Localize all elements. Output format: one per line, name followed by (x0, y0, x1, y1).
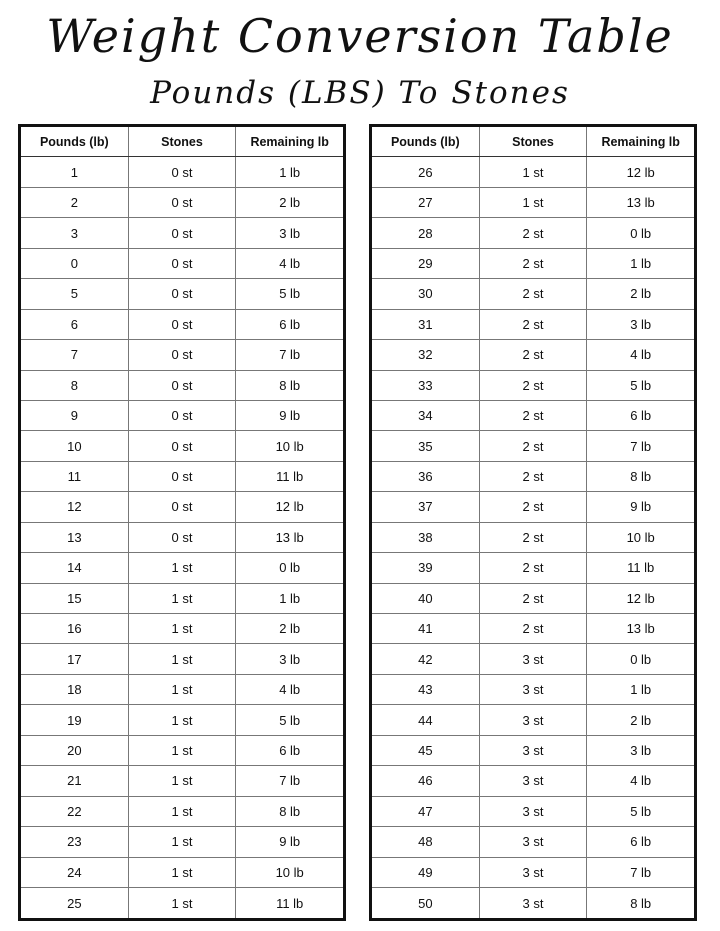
cell-stones: 2 st (479, 523, 587, 552)
cell-remaining: 2 lb (235, 188, 343, 217)
column-header-stones: Stones (479, 127, 587, 156)
cell-remaining: 13 lb (586, 188, 694, 217)
cell-pounds: 0 (70, 255, 78, 271)
cell-remaining: 13 lb (235, 523, 343, 552)
table-row (372, 644, 694, 674)
table-row (21, 888, 343, 918)
cell-stones: 1 st (128, 584, 236, 613)
cell-pounds: 3 (70, 225, 78, 241)
table-row (21, 736, 343, 766)
table-row (21, 766, 343, 796)
cell-pounds: 9 (70, 408, 78, 424)
cell-pounds: 7 (70, 347, 78, 363)
cell-stones: 3 st (479, 827, 587, 856)
cell-stones: 2 st (479, 218, 587, 247)
cell-remaining: 2 lb (586, 705, 694, 734)
cell-pounds: 50 (418, 895, 433, 911)
cell-stones: 1 st (479, 157, 587, 186)
cell-remaining: 3 lb (586, 736, 694, 765)
cell-pounds: 33 (418, 377, 433, 393)
cell-remaining: 6 lb (586, 827, 694, 856)
table-row (372, 492, 694, 522)
table-row (372, 310, 694, 340)
cell-pounds: 5 (70, 286, 78, 302)
column-header-pounds: Pounds (lb) (390, 134, 460, 149)
cell-pounds: 14 (67, 560, 82, 576)
cell-stones: 2 st (479, 371, 587, 400)
table-row (372, 827, 694, 857)
column-header-remaining: Remaining lb (235, 127, 343, 156)
cell-remaining: 4 lb (235, 249, 343, 278)
cell-remaining: 7 lb (235, 766, 343, 795)
page-title: Weight Conversion Table (46, 9, 674, 63)
cell-stones: 0 st (128, 492, 236, 521)
cell-pounds: 11 (67, 469, 82, 485)
cell-remaining: 10 lb (586, 523, 694, 552)
cell-pounds: 28 (418, 225, 433, 241)
cell-stones: 3 st (479, 675, 587, 704)
cell-remaining: 8 lb (235, 797, 343, 826)
cell-stones: 1 st (128, 888, 236, 918)
cell-stones: 0 st (128, 523, 236, 552)
cell-pounds: 43 (418, 682, 433, 698)
cell-pounds: 30 (418, 286, 433, 302)
cell-pounds: 10 (67, 438, 82, 454)
cell-stones: 3 st (479, 644, 587, 673)
table-row (21, 340, 343, 370)
table-row (372, 340, 694, 370)
cell-stones: 3 st (479, 705, 587, 734)
cell-stones: 2 st (479, 431, 587, 460)
cell-remaining: 5 lb (586, 371, 694, 400)
cell-remaining: 9 lb (235, 401, 343, 430)
cell-pounds: 47 (418, 803, 433, 819)
cell-stones: 2 st (479, 401, 587, 430)
cell-remaining: 12 lb (586, 584, 694, 613)
cell-pounds: 45 (418, 742, 433, 758)
cell-stones: 1 st (128, 797, 236, 826)
cell-stones: 3 st (479, 736, 587, 765)
table-row (21, 188, 343, 218)
cell-pounds: 36 (418, 469, 433, 485)
cell-pounds: 20 (67, 742, 82, 758)
table-row (372, 766, 694, 796)
cell-stones: 1 st (128, 553, 236, 582)
table-row (372, 523, 694, 553)
cell-stones: 2 st (479, 614, 587, 643)
cell-pounds: 38 (418, 529, 433, 545)
cell-stones: 2 st (479, 340, 587, 369)
table-row (372, 401, 694, 431)
cell-stones: 0 st (128, 340, 236, 369)
table-row (21, 584, 343, 614)
cell-stones: 0 st (128, 431, 236, 460)
cell-stones: 0 st (128, 462, 236, 491)
cell-pounds: 18 (67, 682, 82, 698)
cell-pounds: 29 (418, 255, 433, 271)
column-header-remaining: Remaining lb (586, 127, 694, 156)
cell-remaining: 4 lb (586, 766, 694, 795)
cell-remaining: 2 lb (586, 279, 694, 308)
cell-stones: 2 st (479, 462, 587, 491)
cell-stones: 1 st (128, 766, 236, 795)
cell-pounds: 31 (418, 316, 433, 332)
table-row (21, 218, 343, 248)
cell-stones: 3 st (479, 797, 587, 826)
table-row (372, 705, 694, 735)
cell-remaining: 0 lb (586, 644, 694, 673)
cell-stones: 0 st (128, 279, 236, 308)
cell-stones: 0 st (128, 249, 236, 278)
table-row (21, 705, 343, 735)
cell-stones: 2 st (479, 249, 587, 278)
table-row (372, 462, 694, 492)
table-row (372, 157, 694, 187)
cell-stones: 2 st (479, 492, 587, 521)
cell-stones: 2 st (479, 310, 587, 339)
cell-stones: 1 st (128, 858, 236, 887)
cell-pounds: 12 (67, 499, 82, 515)
cell-stones: 0 st (128, 188, 236, 217)
cell-pounds: 27 (418, 195, 433, 211)
cell-pounds: 21 (67, 773, 82, 789)
cell-pounds: 49 (418, 864, 433, 880)
cell-pounds: 17 (67, 651, 82, 667)
cell-stones: 3 st (479, 888, 587, 918)
table-row (21, 797, 343, 827)
cell-remaining: 9 lb (586, 492, 694, 521)
table-row (21, 462, 343, 492)
cell-stones: 1 st (479, 188, 587, 217)
cell-remaining: 6 lb (235, 736, 343, 765)
cell-pounds: 23 (67, 834, 82, 850)
cell-stones: 1 st (128, 614, 236, 643)
cell-pounds: 48 (418, 834, 433, 850)
cell-pounds: 37 (418, 499, 433, 515)
cell-stones: 0 st (128, 310, 236, 339)
table-row (21, 553, 343, 583)
table-row (372, 371, 694, 401)
table-row (372, 797, 694, 827)
cell-stones: 2 st (479, 279, 587, 308)
cell-stones: 1 st (128, 675, 236, 704)
cell-remaining: 3 lb (586, 310, 694, 339)
table-row (21, 279, 343, 309)
table-row (372, 218, 694, 248)
cell-pounds: 42 (418, 651, 433, 667)
cell-remaining: 5 lb (235, 279, 343, 308)
conversion-table-right (369, 124, 697, 921)
cell-pounds: 13 (67, 529, 82, 545)
table-row (21, 827, 343, 857)
cell-stones: 0 st (128, 401, 236, 430)
cell-remaining: 6 lb (235, 310, 343, 339)
cell-pounds: 16 (67, 621, 82, 637)
cell-stones: 1 st (128, 705, 236, 734)
cell-remaining: 11 lb (586, 553, 694, 582)
table-row (372, 249, 694, 279)
cell-pounds: 25 (67, 895, 82, 911)
cell-remaining: 3 lb (235, 644, 343, 673)
table-row (21, 614, 343, 644)
cell-pounds: 44 (418, 712, 433, 728)
cell-remaining: 4 lb (586, 340, 694, 369)
cell-stones: 1 st (128, 827, 236, 856)
cell-pounds: 34 (418, 408, 433, 424)
cell-stones: 1 st (128, 736, 236, 765)
table-row (372, 553, 694, 583)
table-row (21, 310, 343, 340)
cell-stones: 0 st (128, 371, 236, 400)
table-row (372, 858, 694, 888)
cell-remaining: 11 lb (235, 888, 343, 918)
cell-remaining: 4 lb (235, 675, 343, 704)
table-row (372, 279, 694, 309)
cell-remaining: 9 lb (235, 827, 343, 856)
table-row (372, 584, 694, 614)
cell-remaining: 8 lb (586, 888, 694, 918)
cell-pounds: 2 (70, 195, 78, 211)
cell-remaining: 3 lb (235, 218, 343, 247)
cell-pounds: 40 (418, 590, 433, 606)
cell-remaining: 0 lb (235, 553, 343, 582)
cell-remaining: 12 lb (586, 157, 694, 186)
conversion-table-left (18, 124, 346, 921)
table-row (372, 736, 694, 766)
cell-pounds: 46 (418, 773, 433, 789)
cell-pounds: 32 (418, 347, 433, 363)
page-subtitle: Pounds (LBS) To Stones (150, 75, 570, 111)
table-row (21, 371, 343, 401)
cell-stones: 2 st (479, 553, 587, 582)
cell-remaining: 5 lb (235, 705, 343, 734)
cell-pounds: 1 (70, 164, 78, 180)
cell-pounds: 8 (70, 377, 78, 393)
cell-remaining: 1 lb (235, 584, 343, 613)
cell-remaining: 7 lb (235, 340, 343, 369)
cell-pounds: 22 (67, 803, 82, 819)
cell-remaining: 10 lb (235, 431, 343, 460)
table-row (372, 188, 694, 218)
cell-remaining: 1 lb (586, 249, 694, 278)
table-header-row (21, 127, 343, 157)
table-row (372, 888, 694, 918)
cell-stones: 0 st (128, 218, 236, 247)
cell-remaining: 13 lb (586, 614, 694, 643)
cell-remaining: 2 lb (235, 614, 343, 643)
cell-remaining: 0 lb (586, 218, 694, 247)
column-header-pounds: Pounds (lb) (39, 134, 109, 149)
table-header-row (372, 127, 694, 157)
table-row (21, 492, 343, 522)
cell-pounds: 41 (418, 621, 433, 637)
table-row (21, 401, 343, 431)
cell-stones: 1 st (128, 644, 236, 673)
table-row (21, 249, 343, 279)
table-row (372, 614, 694, 644)
cell-remaining: 8 lb (586, 462, 694, 491)
cell-remaining: 10 lb (235, 858, 343, 887)
cell-pounds: 26 (418, 164, 433, 180)
table-row (21, 644, 343, 674)
table-row (21, 431, 343, 461)
table-row (21, 858, 343, 888)
cell-pounds: 15 (67, 590, 82, 606)
cell-remaining: 5 lb (586, 797, 694, 826)
cell-remaining: 1 lb (235, 157, 343, 186)
table-row (21, 523, 343, 553)
table-row (372, 675, 694, 705)
cell-pounds: 24 (67, 864, 82, 880)
table-row (21, 675, 343, 705)
cell-remaining: 11 lb (235, 462, 343, 491)
cell-stones: 3 st (479, 766, 587, 795)
cell-remaining: 1 lb (586, 675, 694, 704)
cell-pounds: 39 (418, 560, 433, 576)
column-header-stones: Stones (128, 127, 236, 156)
cell-remaining: 7 lb (586, 431, 694, 460)
cell-pounds: 35 (418, 438, 433, 454)
table-row (21, 157, 343, 187)
cell-stones: 3 st (479, 858, 587, 887)
cell-remaining: 7 lb (586, 858, 694, 887)
cell-pounds: 6 (70, 316, 78, 332)
table-row (372, 431, 694, 461)
cell-pounds: 19 (67, 712, 82, 728)
cell-stones: 0 st (128, 157, 236, 186)
cell-remaining: 8 lb (235, 371, 343, 400)
cell-remaining: 6 lb (586, 401, 694, 430)
cell-remaining: 12 lb (235, 492, 343, 521)
cell-stones: 2 st (479, 584, 587, 613)
